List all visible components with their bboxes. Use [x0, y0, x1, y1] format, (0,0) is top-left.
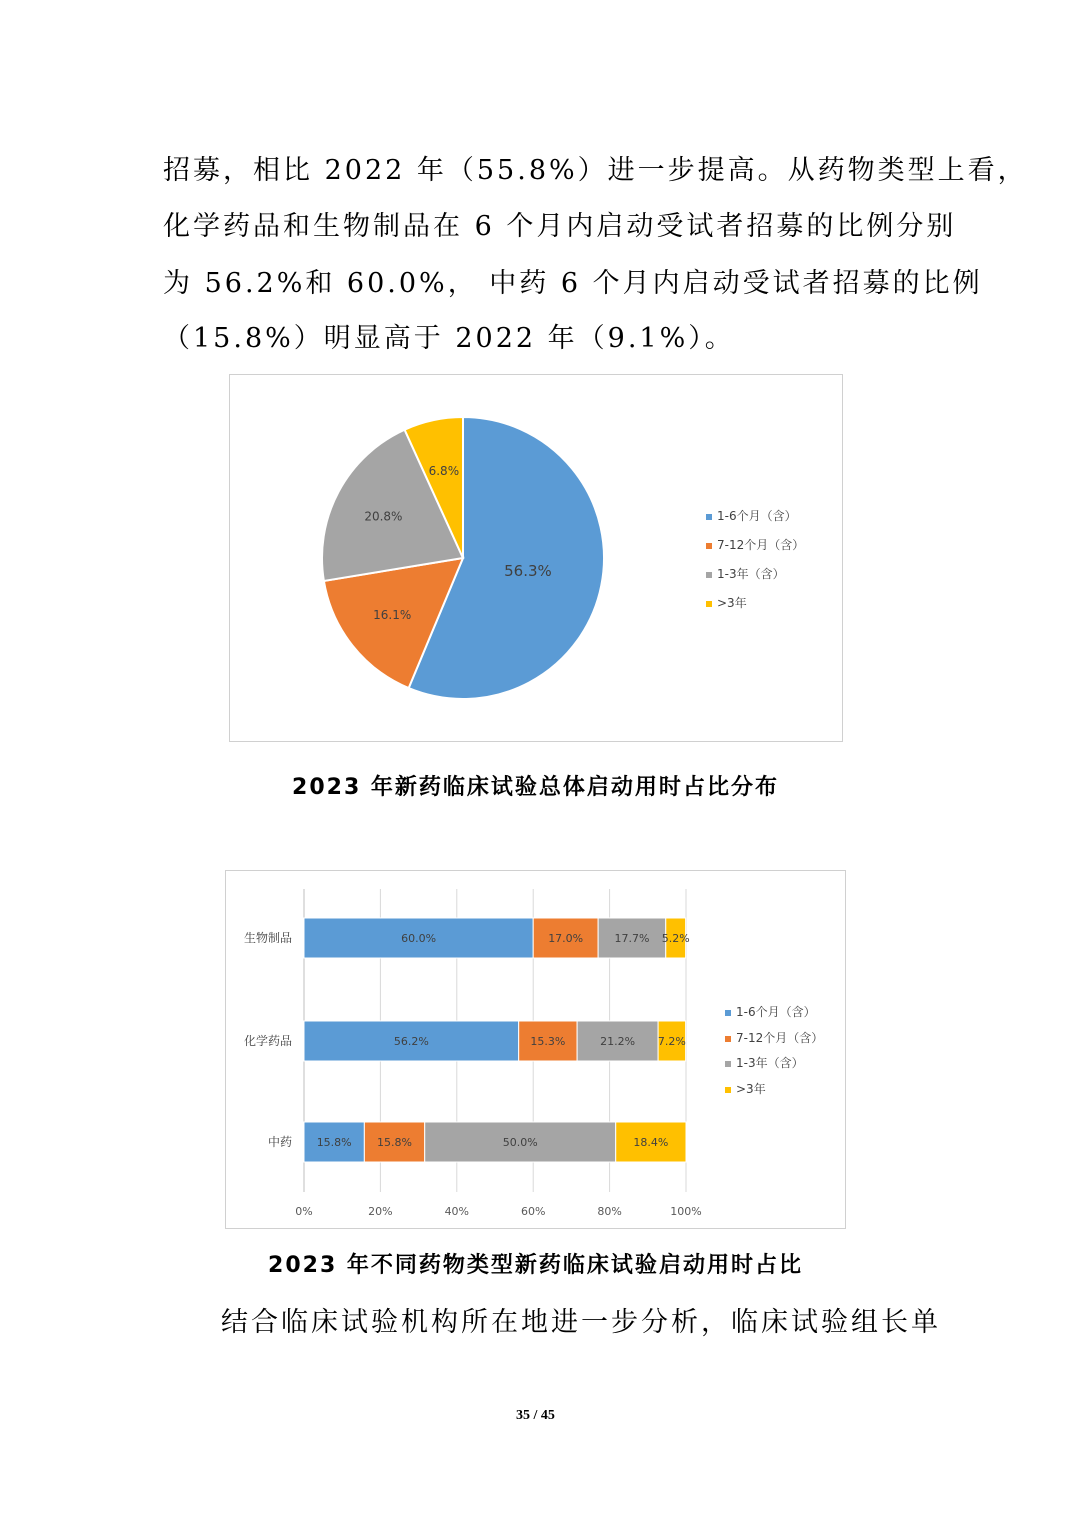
- x-tick-label: 80%: [597, 1205, 622, 1218]
- y-category-label: 化学药品: [243, 1034, 292, 1048]
- legend-swatch: [706, 572, 712, 578]
- paragraph-line: 为 56.2%和 60.0%， 中药 6 个月内启动受试者招募的比例: [163, 268, 983, 299]
- bar-data-label: 17.7%: [614, 932, 650, 945]
- legend-label: 1-3年（含）: [717, 567, 785, 581]
- legend-swatch: [725, 1036, 731, 1042]
- y-category-label: 生物制品: [243, 931, 292, 945]
- bar-data-label: 15.3%: [530, 1035, 566, 1048]
- closing-paragraph: 结合临床试验机构所在地进一步分析，临床试验组长单: [221, 1307, 941, 1338]
- legend-label: 1-3年（含）: [736, 1056, 804, 1070]
- legend-item: [706, 507, 797, 524]
- legend-label: >3年: [736, 1082, 766, 1096]
- legend-label: 7-12个月（含）: [717, 538, 805, 552]
- paragraph-line: 化学药品和生物制品在 6 个月内启动受试者招募的比例分别: [163, 211, 957, 242]
- legend-item: [725, 1080, 766, 1097]
- pie-caption: 2023 年新药临床试验总体启动用时占比分布: [292, 775, 779, 800]
- y-category-label: 中药: [267, 1135, 292, 1149]
- legend-label: 1-6个月（含）: [717, 509, 797, 523]
- x-tick-label: 100%: [670, 1205, 702, 1218]
- bar-chart: [226, 871, 845, 1228]
- bar-data-label: 17.0%: [548, 932, 584, 945]
- pie-data-label: 16.1%: [373, 607, 412, 622]
- paragraph-line: 招募，相比 2022 年（55.8%）进一步提高。从药物类型上看，: [163, 155, 1028, 186]
- legend-item: [725, 1029, 823, 1046]
- legend-swatch: [706, 601, 712, 607]
- legend-swatch: [706, 543, 712, 549]
- bar-data-label: 21.2%: [600, 1035, 636, 1048]
- x-tick-label: 20%: [368, 1205, 393, 1218]
- x-tick-label: 0%: [295, 1205, 313, 1218]
- legend-item: [706, 565, 785, 582]
- bar-caption: 2023 年不同药物类型新药临床试验启动用时占比: [268, 1253, 803, 1278]
- pie-data-label: 20.8%: [364, 509, 403, 524]
- x-tick-label: 40%: [444, 1205, 470, 1218]
- bar-data-label: 18.4%: [633, 1136, 669, 1149]
- pie-data-label: 56.3%: [504, 562, 552, 581]
- legend-item: [706, 594, 747, 611]
- bar-data-label: 5.2%: [661, 932, 690, 945]
- x-tick-label: 60%: [520, 1205, 546, 1218]
- page-number: 35 / 45: [516, 1408, 555, 1423]
- legend-swatch: [725, 1087, 731, 1093]
- legend-swatch: [725, 1061, 731, 1067]
- bar-data-label: 15.8%: [377, 1136, 413, 1149]
- legend-swatch: [706, 514, 712, 520]
- bar-data-label: 56.2%: [393, 1035, 429, 1048]
- pie-data-label: 6.8%: [428, 463, 460, 478]
- pie-chart-panel: [229, 374, 843, 742]
- bar-data-label: 50.0%: [502, 1136, 538, 1149]
- legend-item: [725, 1003, 816, 1020]
- legend-swatch: [725, 1010, 731, 1016]
- pie-chart: [230, 375, 842, 741]
- legend-item: [706, 536, 804, 553]
- legend-label: 1-6个月（含）: [736, 1005, 816, 1019]
- legend-item: [725, 1054, 804, 1071]
- bar-chart-panel: [225, 870, 846, 1229]
- legend-label: 7-12个月（含）: [736, 1031, 824, 1045]
- bar-data-label: 7.2%: [657, 1035, 686, 1048]
- paragraph-line: （15.8%）明显高于 2022 年（9.1%）。: [163, 323, 735, 354]
- bar-data-label: 15.8%: [316, 1136, 352, 1149]
- bar-data-label: 60.0%: [401, 932, 437, 945]
- legend-label: >3年: [717, 596, 747, 610]
